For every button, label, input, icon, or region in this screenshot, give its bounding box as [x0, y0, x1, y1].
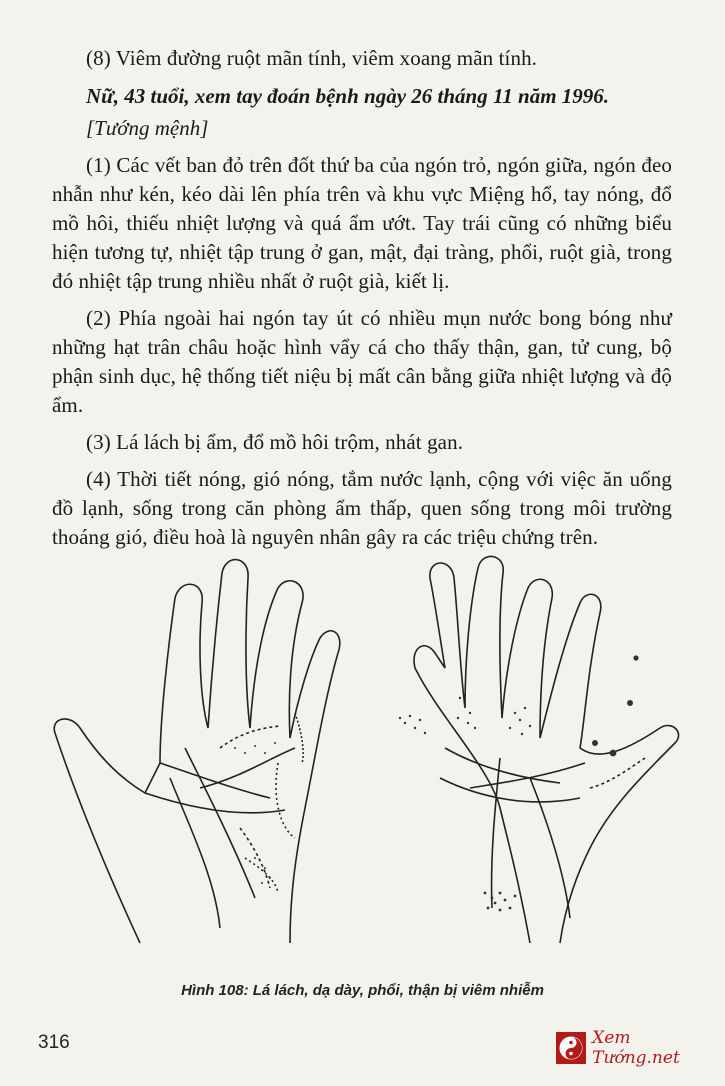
right-hand	[414, 556, 679, 943]
logo-text: Xem Tướng.net	[592, 1028, 680, 1068]
yin-yang-icon	[556, 1032, 586, 1064]
paragraph-2: (2) Phía ngoài hai ngón tay út có nhiều mụn nước bong bóng như những hạt trân châu hoặc hình vẩy cá cho thấy thận, gan, tử cung, bộ phận sinh dục, hệ thống tiết niệu bị mất cân bằng giữa nhiệt lượng và độ ẩm.	[52, 306, 672, 417]
paragraph-1: (1) Các vết ban đỏ trên đốt thứ ba của ngón trỏ, ngón giữa, ngón đeo nhẫn như kén, kéo dài lên phía trên và khu vực Miệng hổ, tay nóng, đổ mồ hôi, thiếu nhiệt lượng và quá ẩm ướt. Tay trái cũng có những biểu hiện tương tự, nhiệt tập trung ở gan, mật, đại tràng, phổi, ruột già, trong đó nhiệt tập trung nhiều nhất ở ruột già, kiết lị.	[52, 153, 672, 293]
paragraph-3: (3) Lá lách bị ẩm, đổ mồ hôi trộm, nhát gan.	[86, 430, 464, 454]
hands-drawing	[40, 548, 700, 978]
body-text	[52, 44, 672, 560]
section-label: [Tướng mệnh]	[86, 116, 209, 140]
figure-caption: Hình 108: Lá lách, dạ dày, phổi, thận bị viêm nhiễm	[181, 982, 544, 999]
paragraph-4: (4) Thời tiết nóng, gió nóng, tắm nước lạnh, cộng với việc ăn uống đồ lạnh, sống trong căn phòng ẩm thấp, quen sống trong môi trường thoáng gió, điều hoà là nguyên nhân gây ra các triệu chứng trên.	[52, 467, 672, 549]
page-number: 316	[38, 1032, 70, 1053]
intro-line: (8) Viêm đường ruột mãn tính, viêm xoang mãn tính.	[86, 46, 538, 70]
case-heading: Nữ, 43 tuổi, xem tay đoán bệnh ngày 26 tháng 11 năm 1996.	[86, 84, 610, 108]
left-hand	[54, 560, 340, 943]
palm-illustration	[40, 548, 700, 978]
site-logo[interactable]	[556, 1030, 716, 1066]
